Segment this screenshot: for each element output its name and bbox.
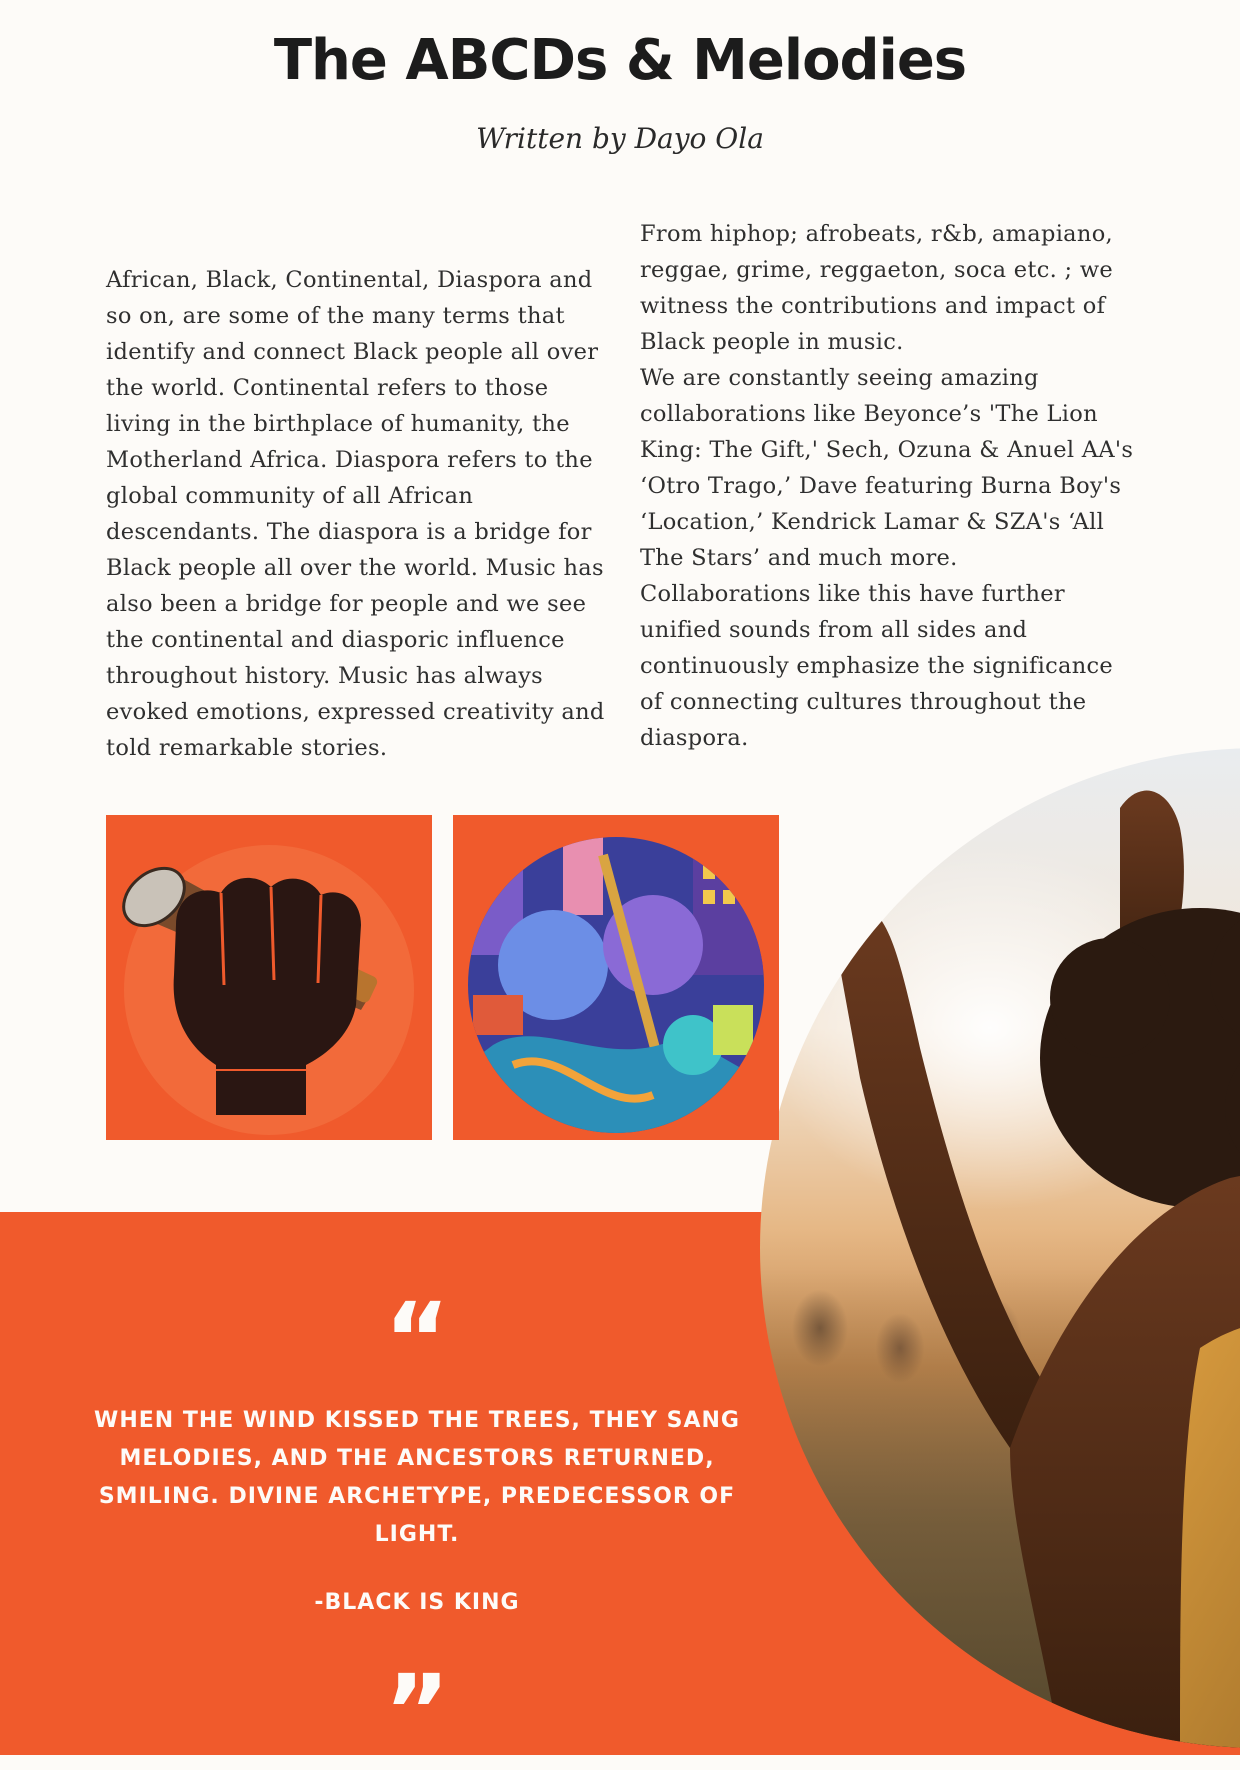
jazz-musicians-collage-art — [453, 815, 779, 1140]
article-column-right — [640, 216, 1140, 756]
page-title: The ABCDs & Melodies — [273, 28, 967, 93]
article-column-left — [106, 262, 606, 766]
jazz-art-image — [453, 815, 779, 1140]
quote-attribution: -BLACK IS KING — [314, 1590, 520, 1615]
quote-close-mark: ” — [384, 1653, 450, 1770]
quote-open-mark: “ — [384, 1281, 450, 1398]
raised-fist-microphone-icon — [106, 815, 432, 1140]
quote-text: WHEN THE WIND KISSED THE TREES, THEY SANG MELODIES, AND THE ANCESTORS RETURNED, SMILING. DIVINE ARCHETYPE, PREDECESSOR OF LIGHT. — [94, 1408, 740, 1547]
paragraph: Collaborations like this have further unified sounds from all sides and continuously emphasize the significance of connecting cultures throughout the diaspora. — [640, 581, 1114, 751]
author-byline: Written by Dayo Ola — [476, 122, 764, 155]
paragraph: African, Black, Continental, Diaspora and so on, are some of the many terms that identify and connect Black people all over the world. Continental refers to those living in the birthplace of humanity, the Motherland Africa. Diaspora refers to the global community of all African descendants. The diaspora is a bridge for Black people all over the world. Music has also been a bridge for people and we see the continental and diasporic influence throughout history. Music has always evoked emotions, expressed creativity and told remarkable stories. — [106, 267, 605, 761]
fist-image — [106, 815, 432, 1140]
paragraph: We are constantly seeing amazing collaborations like Beyonce’s 'The Lion King: The Gift,' Sech, Ozuna & Anuel AA's ‘Otro Trago,’ Dave featuring Burna Boy's ‘Location,’ Kendrick Lamar & SZA's ‘All The Stars’ and much more. — [640, 365, 1134, 571]
paragraph: From hiphop; afrobeats, r&b, amapiano, reggae, grime, reggaeton, soca etc. ; we witness the contributions and impact of Black people in music. — [640, 221, 1114, 355]
